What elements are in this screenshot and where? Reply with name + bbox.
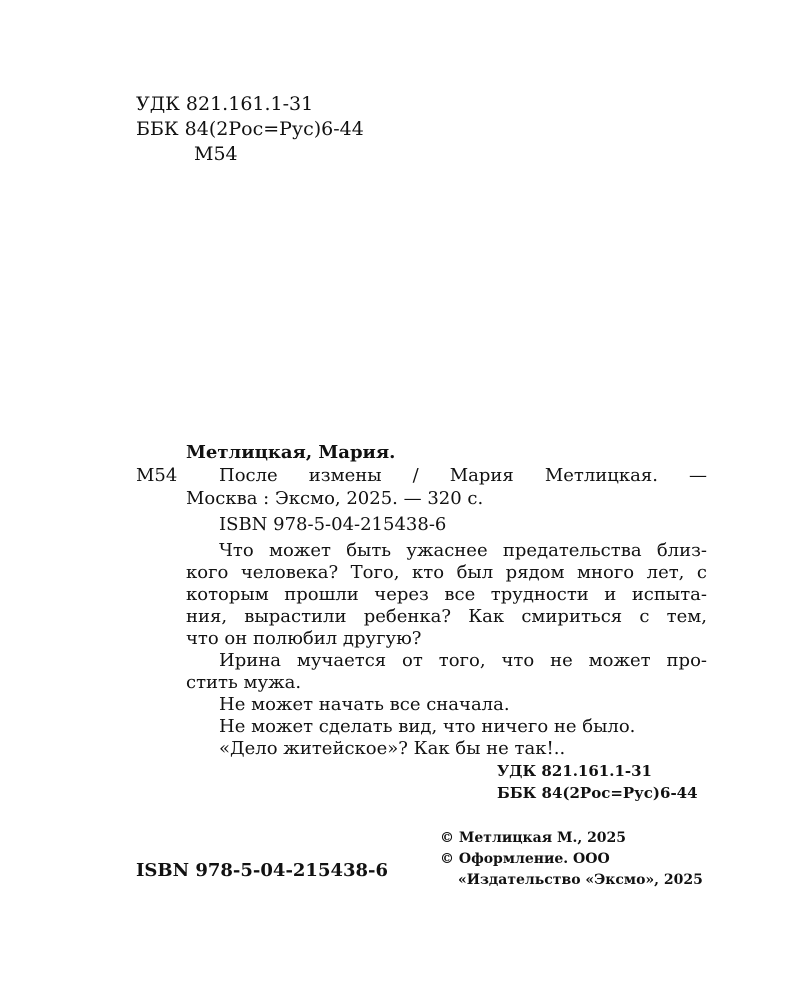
annotation-p1-line-5: что он полюбил другую? (186, 628, 422, 649)
footer-isbn: ISBN 978-5-04-215438-6 (136, 860, 389, 881)
bbk-header: ББК 84(2Рос=Рус)6-44 (136, 118, 364, 140)
udk-classification: УДК 821.161.1-31 (497, 762, 652, 780)
annotation-p1-line-1: Что может быть ужаснее предательства близ- (219, 540, 707, 561)
udk-header: УДК 821.161.1-31 (136, 93, 314, 115)
annotation-p1-line-4: ния, вырастили ребенка? Как смириться с тем, (186, 606, 707, 627)
annotation-p3: Не может начать все сначала. (219, 694, 510, 715)
annotation-p4: Не может сделать вид, что ничего не было. (219, 716, 636, 737)
catalog-isbn: ISBN 978-5-04-215438-6 (219, 514, 447, 535)
annotation-p2-line-2: стить мужа. (186, 672, 302, 693)
catalog-title-line-2: Москва : Эксмо, 2025. — 320 с. (186, 488, 484, 509)
annotation-p1-line-2: кого человека? Того, кто был рядом много лет, с (186, 562, 707, 583)
copyright-design: © Оформление. ООО (440, 851, 610, 867)
catalog-title-line-1: После измены / Мария Метлицкая. — (219, 465, 707, 486)
annotation-p2-line-1: Ирина мучается от того, что не может про- (219, 650, 707, 671)
catalog-author-sign: М54 (136, 465, 178, 486)
annotation-p5: «Дело житейское»? Как бы не так!.. (219, 738, 566, 759)
copyright-publisher: «Издательство «Эксмо», 2025 (458, 872, 703, 888)
author-sign-header: М54 (194, 143, 238, 165)
catalog-author: Метлицкая, Мария. (186, 442, 396, 463)
bbk-classification: ББК 84(2Рос=Рус)6-44 (497, 784, 698, 802)
copyright-author: © Метлицкая М., 2025 (440, 830, 627, 846)
annotation-p1-line-3: которым прошли через все трудности и испыта- (186, 584, 707, 605)
